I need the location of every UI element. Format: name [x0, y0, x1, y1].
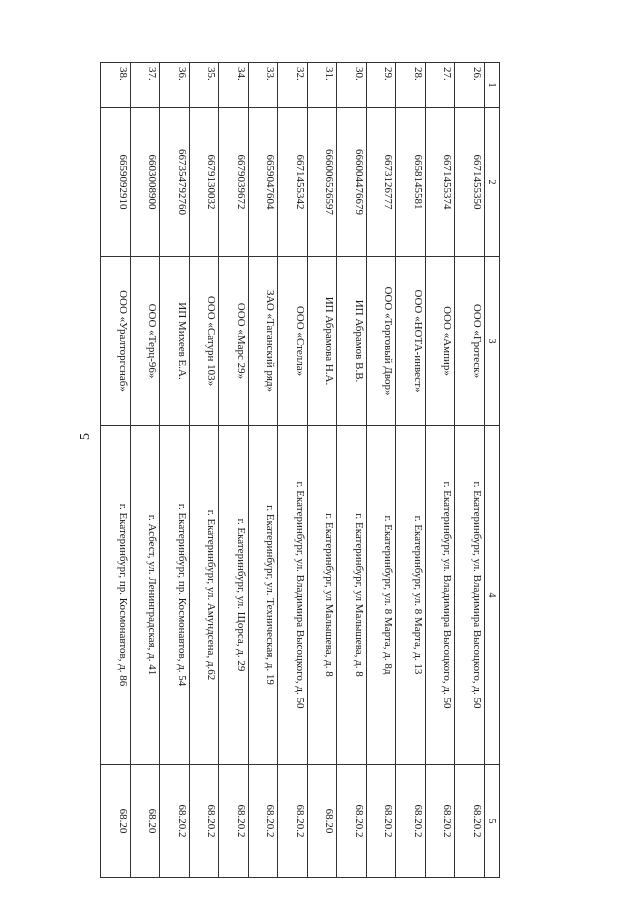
row-number: 38. [101, 63, 131, 108]
activity-code-cell: 68.20 [130, 765, 160, 878]
address-cell: г. Екатеринбург, ул. Щорса, д. 29 [219, 426, 249, 765]
row-number: 26. [455, 63, 485, 108]
registry-table [100, 62, 500, 878]
organization-cell: ИП Абрамов В.В. [337, 257, 367, 426]
inn-cell: 6679039672 [219, 108, 249, 257]
address-cell: г. Екатеринбург, ул. Амундсена, д.62 [189, 426, 219, 765]
row-number: 34. [219, 63, 249, 108]
table-row [130, 63, 160, 878]
table-row [396, 63, 426, 878]
table-row [278, 63, 308, 878]
inn-cell: 6659092910 [101, 108, 131, 257]
row-number: 36. [160, 63, 190, 108]
address-cell: г. Екатеринбург, ул. 8 Марта, д. 8д [366, 426, 396, 765]
organization-cell: ООО «НОТА-инвест» [396, 257, 426, 426]
organization-cell: ООО «Уралторгснаб» [101, 257, 131, 426]
table-row [219, 63, 249, 878]
activity-code-cell: 68.20.2 [337, 765, 367, 878]
address-cell: г. Екатеринбург, ул. 8 Марта, д. 13 [396, 426, 426, 765]
registry-table-container [100, 62, 500, 838]
table-row [425, 63, 455, 878]
organization-cell: ООО «Сатурн 103» [189, 257, 219, 426]
organization-cell: ООО «Терц-96» [130, 257, 160, 426]
inn-cell: 6671455342 [278, 108, 308, 257]
table-row [248, 63, 278, 878]
activity-code-cell: 68.20.2 [160, 765, 190, 878]
organization-cell: ООО «Марс 29» [219, 257, 249, 426]
inn-cell: 667354792760 [160, 108, 190, 257]
organization-cell: ИП Михеев Е.А. [160, 257, 190, 426]
table-row [455, 63, 485, 878]
row-number: 33. [248, 63, 278, 108]
inn-cell: 6679130032 [189, 108, 219, 257]
activity-code-cell: 68.20.2 [278, 765, 308, 878]
table-row [337, 63, 367, 878]
address-cell: г. Екатеринбург, ул. Техническая, д. 19 [248, 426, 278, 765]
row-number: 27. [425, 63, 455, 108]
inn-cell: 6671455374 [425, 108, 455, 257]
activity-code-cell: 68.20.2 [248, 765, 278, 878]
row-number: 37. [130, 63, 160, 108]
organization-cell: ИП Абрамова Н.А. [307, 257, 337, 426]
address-cell: г. Екатеринбург, ул. Владимира Высоцкого, д. 50 [425, 426, 455, 765]
address-cell: г. Екатеринбург, пр. Космонавтов, д. 86 [101, 426, 131, 765]
activity-code-cell: 68.20 [101, 765, 131, 878]
column-header-1: 1 [485, 63, 500, 108]
activity-code-cell: 68.20.2 [425, 765, 455, 878]
table-row [189, 63, 219, 878]
activity-code-cell: 68.20.2 [455, 765, 485, 878]
table-row [101, 63, 131, 878]
activity-code-cell: 68.20.2 [189, 765, 219, 878]
row-number: 35. [189, 63, 219, 108]
inn-cell: 666006526597 [307, 108, 337, 257]
row-number: 32. [278, 63, 308, 108]
address-cell: г. Екатеринбург, ул Малышева, д. 8 [307, 426, 337, 765]
column-header-4: 4 [485, 426, 500, 765]
address-cell: г. Екатеринбург, ул. Владимира Высоцкого, д. 50 [455, 426, 485, 765]
column-header-5: 5 [485, 765, 500, 878]
organization-cell: ООО «Стелла» [278, 257, 308, 426]
inn-cell: 6658145581 [396, 108, 426, 257]
activity-code-cell: 68.20.2 [366, 765, 396, 878]
organization-cell: ООО «Торговый Двор» [366, 257, 396, 426]
table-body [101, 63, 485, 878]
inn-cell: 6671455350 [455, 108, 485, 257]
column-header-2: 2 [485, 108, 500, 257]
organization-cell: ЗАО «Таганский ряд» [248, 257, 278, 426]
table-row [366, 63, 396, 878]
organization-cell: ООО «Ампир» [425, 257, 455, 426]
table-row [160, 63, 190, 878]
table-row [307, 63, 337, 878]
inn-cell: 666004476679 [337, 108, 367, 257]
activity-code-cell: 68.20.2 [396, 765, 426, 878]
address-cell: г. Асбест, ул. Ленинградская, д. 41 [130, 426, 160, 765]
activity-code-cell: 68.20 [307, 765, 337, 878]
organization-cell: ООО «Гротеск» [455, 257, 485, 426]
row-number: 31. [307, 63, 337, 108]
inn-cell: 6673126777 [366, 108, 396, 257]
inn-cell: 6659047604 [248, 108, 278, 257]
page-number: 5 [78, 433, 93, 440]
column-header-3: 3 [485, 257, 500, 426]
row-number: 29. [366, 63, 396, 108]
row-number: 30. [337, 63, 367, 108]
row-number: 28. [396, 63, 426, 108]
address-cell: г. Екатеринбург, пр. Космонавтов, д. 54 [160, 426, 190, 765]
inn-cell: 6603008900 [130, 108, 160, 257]
address-cell: г. Екатеринбург, ул. Владимира Высоцкого, д. 50 [278, 426, 308, 765]
table-header-row [485, 63, 500, 878]
address-cell: г. Екатеринбург, ул Малышева, д. 8 [337, 426, 367, 765]
activity-code-cell: 68.20.2 [219, 765, 249, 878]
